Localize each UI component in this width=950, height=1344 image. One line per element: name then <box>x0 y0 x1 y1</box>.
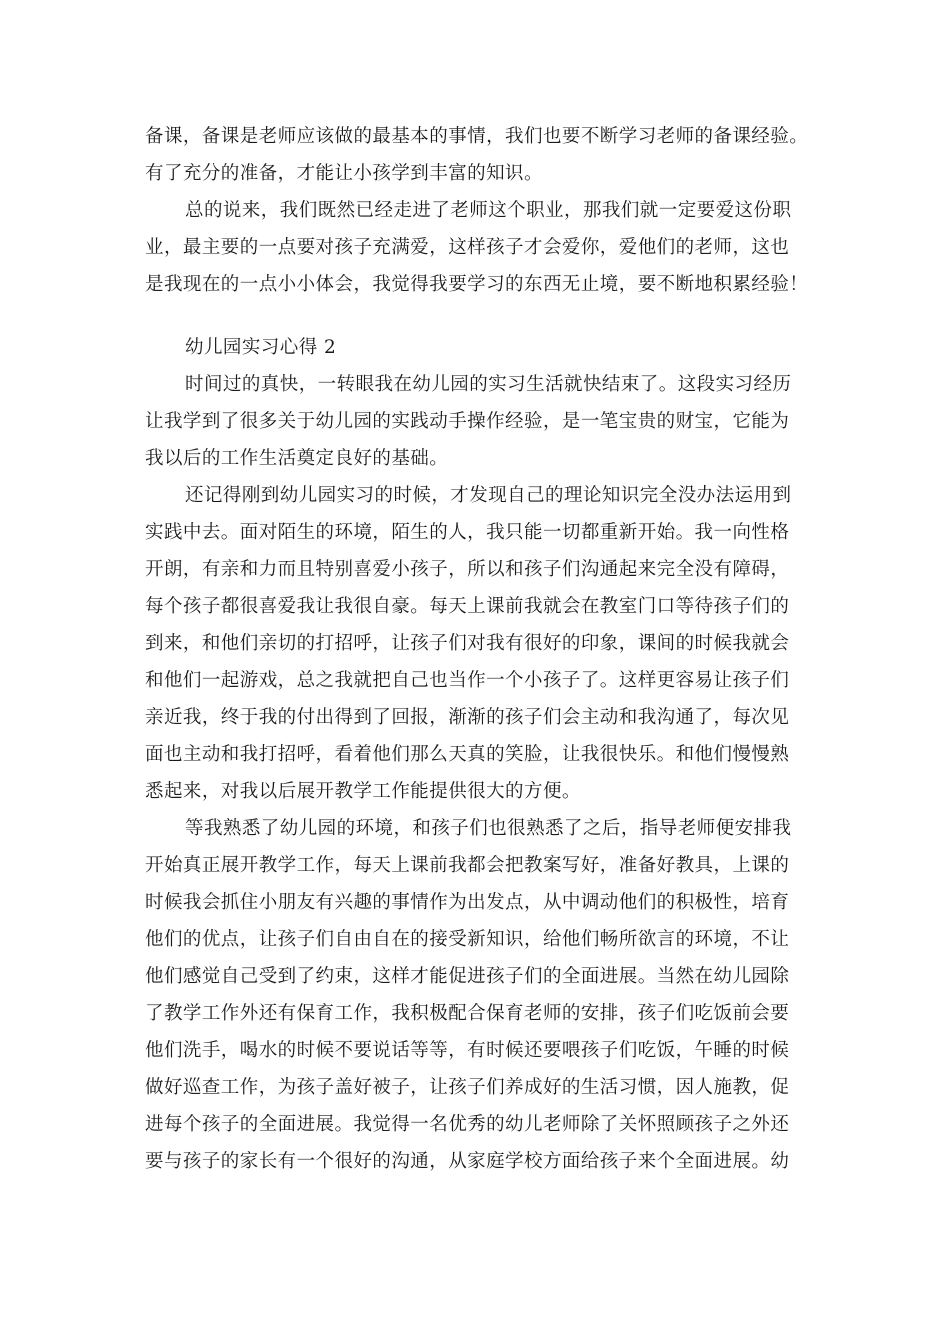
text-line: 要与孩子的家长有一个很好的沟通，从家庭学校方面给孩子来个全面进展。幼 <box>145 1151 790 1172</box>
text-line: 悉起来，对我以后展开教学工作能提供很大的方便。 <box>145 781 581 802</box>
text-line: 总的说来，我们既然已经走进了老师这个职业，那我们就一定要爱这份职 <box>185 200 792 221</box>
document-page <box>145 118 807 1180</box>
text-line: 等我熟悉了幼儿园的环境，和孩子们也很熟悉了之后，指导老师便安排我 <box>185 818 792 839</box>
text-line: 还记得刚到幼儿园实习的时候，才发现自己的理论知识完全没办法运用到 <box>185 485 792 506</box>
text-line: 开始真正展开教学工作，每天上课前我都会把教案写好，准备好教具，上课的 <box>145 855 790 876</box>
text-line: 了教学工作外还有保育工作，我积极配合保育老师的安排，孩子们吃饭前会要 <box>145 1003 790 1024</box>
text-line: 亲近我，终于我的付出得到了回报，渐渐的孩子们会主动和我沟通了，每次见 <box>145 707 790 728</box>
text-line: 他们的优点，让孩子们自由自在的接受新知识，给他们畅所欲言的环境，不让 <box>145 929 790 950</box>
text-line: 进每个孩子的全面进展。我觉得一名优秀的幼儿老师除了关怀照顾孩子之外还 <box>145 1114 790 1135</box>
text-line: 面也主动和我打招呼，看着他们那么天真的笑脸，让我很快乐。和他们慢慢熟 <box>145 744 790 765</box>
text-line: 时候我会抓住小朋友有兴趣的事情作为出发点，从中调动他们的积极性，培育 <box>145 892 790 913</box>
text-line: 有了充分的准备，才能让小孩学到丰富的知识。 <box>145 163 543 184</box>
text-line: 开朗，有亲和力而且特别喜爱小孩子，所以和孩子们沟通起来完全没有障碍， <box>145 559 790 580</box>
text-line: 备课，备课是老师应该做的最基本的事情，我们也要不断学习老师的备课经验。 <box>145 126 809 147</box>
text-line: 时间过的真快，一转眼我在幼儿园的实习生活就快结束了。这段实习经历 <box>185 374 792 395</box>
text-line: 是我现在的一点小小体会，我觉得我要学习的东西无止境，要不断地积累经验！ <box>145 274 809 295</box>
paragraph-gap <box>145 303 807 329</box>
text-line: 他们感觉自己受到了约束，这样才能促进孩子们的全面进展。当然在幼儿园除 <box>145 966 790 987</box>
text-line: 和他们一起游戏，总之我就把自己也当作一个小孩子了。这样更容易让孩子们 <box>145 670 790 691</box>
text-line: 实践中去。面对陌生的环境，陌生的人，我只能一切都重新开始。我一向性格 <box>145 522 790 543</box>
text-line: 做好巡查工作，为孩子盖好被子，让孩子们养成好的生活习惯，因人施教，促 <box>145 1077 790 1098</box>
text-line: 让我学到了很多关于幼儿园的实践动手操作经验，是一笔宝贵的财宝，它能为 <box>145 411 790 432</box>
text-line: 每个孩子都很喜爱我让我很自豪。每天上课前我就会在教室门口等待孩子们的 <box>145 596 790 617</box>
text-line: 到来，和他们亲切的打招呼，让孩子们对我有很好的印象，课间的时候我就会 <box>145 633 790 654</box>
text-line: 业，最主要的一点要对孩子充满爱，这样孩子才会爱你，爱他们的老师，这也 <box>145 237 790 258</box>
section-heading: 幼儿园实习心得 2 <box>185 337 337 358</box>
text-line: 他们洗手，喝水的时候不要说话等等，有时候还要喂孩子们吃饭，午睡的时候 <box>145 1040 790 1061</box>
text-line: 我以后的工作生活奠定良好的基础。 <box>145 448 449 469</box>
